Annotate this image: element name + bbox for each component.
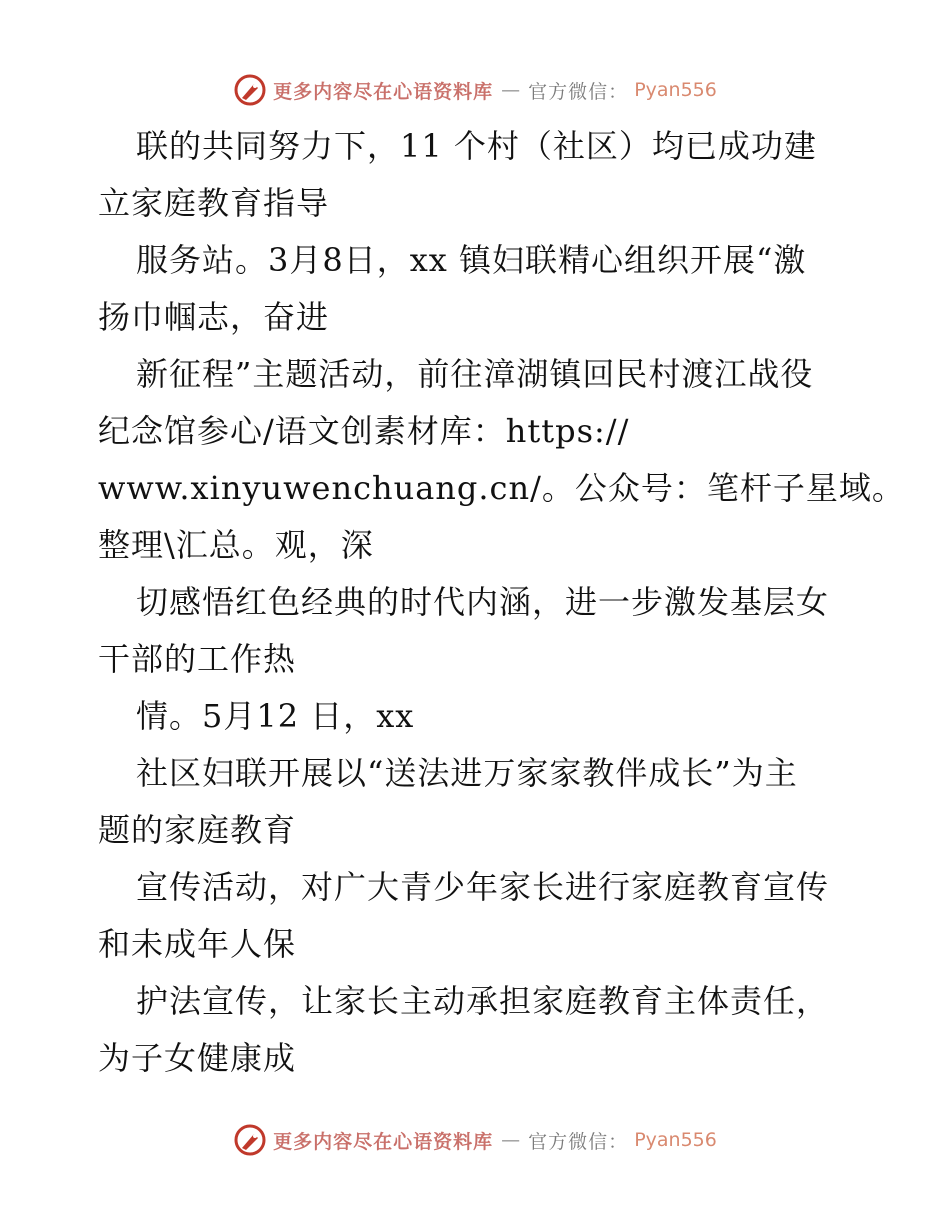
text-line: 切感悟红色经典的时代内涵，进一步激发基层女 [136, 583, 830, 621]
text-line: 新征程”主题活动，前往漳湖镇回民村渡江战役 [136, 355, 814, 393]
banner-wechat-handle: Pyan556 [634, 79, 717, 101]
text-line: 扬巾帼志，奋进 [98, 298, 330, 336]
pen-nib-logo-icon [233, 1123, 267, 1157]
banner-site-name: 更多内容尽在心语资料库 [273, 80, 494, 103]
text-line: 社区妇联开展以“送法进万家家教伴成长”为主 [136, 754, 798, 792]
text-line: 干部的工作热 [98, 640, 297, 678]
text-line: 题的家庭教育 [98, 811, 297, 849]
banner-separator: — [501, 1129, 521, 1151]
text-line: 立家庭教育指导 [98, 184, 330, 222]
text-line: 护法宣传，让家长主动承担家庭教育主体责任， [136, 982, 830, 1020]
text-line: 服务站。3月8日，xx 镇妇联精心组织开展“激 [136, 241, 807, 279]
banner-wechat-label: 官方微信： [528, 80, 629, 103]
text-line: 为子女健康成 [98, 1039, 297, 1077]
text-line: www.xinyuwenchuang.cn/。公众号：笔杆子星域。 [98, 469, 905, 507]
document-body [98, 118, 905, 1087]
text-line: 整理\汇总。观，深 [98, 526, 374, 564]
banner-wechat-label: 官方微信： [528, 1130, 629, 1153]
text-line: 纪念馆参心/语文创素材库：https:// [98, 412, 630, 450]
footer-banner [0, 1120, 950, 1160]
banner-separator: — [501, 79, 521, 101]
pen-nib-logo-icon [233, 73, 267, 107]
text-line: 情。5月12 日，xx [136, 697, 415, 735]
banner-site-name: 更多内容尽在心语资料库 [273, 1130, 494, 1153]
header-banner [0, 70, 950, 110]
text-line: 联的共同努力下，11 个村（社区）均已成功建 [136, 127, 817, 165]
banner-wechat-handle: Pyan556 [634, 1129, 717, 1151]
text-line: 宣传活动，对广大青少年家长进行家庭教育宣传 [136, 868, 830, 906]
text-line: 和未成年人保 [98, 925, 297, 963]
